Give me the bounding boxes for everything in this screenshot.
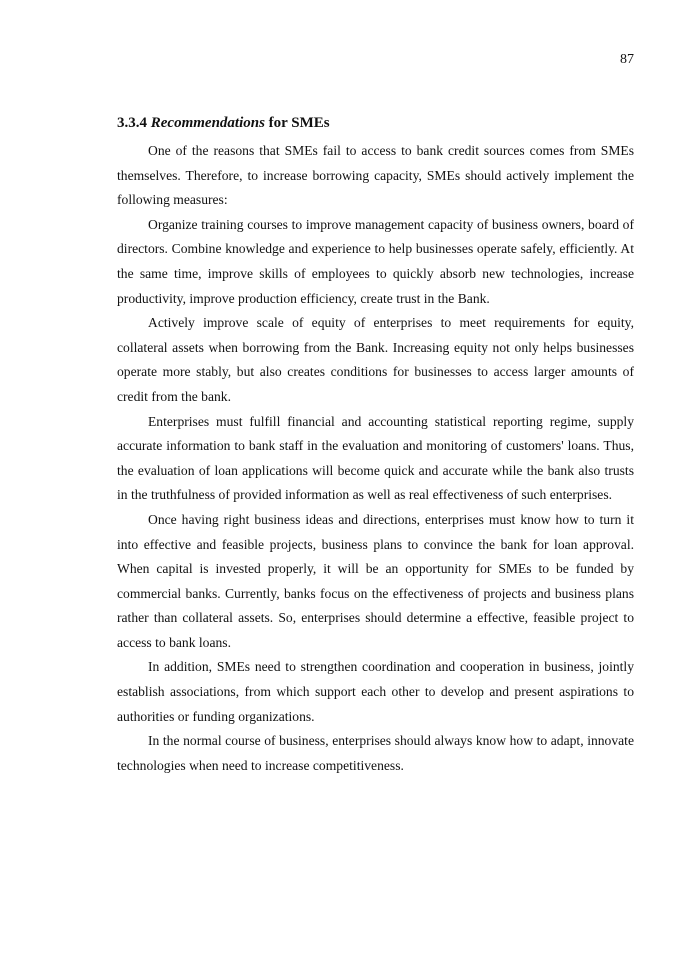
paragraph-intro: One of the reasons that SMEs fail to access to bank credit sources comes from SMEs themselves. Therefore, to increase borrowing capacity, SMEs should actively implement the following measures:	[117, 143, 634, 208]
page-content	[117, 113, 634, 778]
paragraph-training: Organize training courses to improve management capacity of business owners, board of directors. Combine knowledge and experience to help businesses operate safely, efficiently. At the same time, improve skills of employees to quickly absorb new technologies, increase productivity, improve production efficiency, create trust in the Bank.	[117, 216, 634, 306]
section-number: 3.3.4	[117, 115, 147, 131]
paragraph-innovation: In the normal course of business, enterprises should always know how to adapt, innovate technologies when need to increase competitiveness.	[117, 733, 634, 773]
paragraph-cooperation: In addition, SMEs need to strengthen coordination and cooperation in business, jointly establish associations, from which support each other to develop and present aspirations to authorities or funding organizations.	[117, 659, 634, 724]
page-number: 87	[620, 52, 634, 67]
section-title-rest: for SMEs	[268, 115, 330, 131]
section-title-emphasis: Recommendations	[150, 115, 265, 131]
paragraph-projects: Once having right business ideas and directions, enterprises must know how to turn it into effective and feasible projects, business plans to convince the bank for loan approval. When capital is invested properly, it will be an opportunity for SMEs to be funded by commercial banks. Currently, banks focus on the effectiveness of projects and business plans rather than collateral assets. So, enterprises should determine a effective, feasible project to access to bank loans.	[117, 511, 634, 650]
section-heading	[117, 113, 634, 133]
paragraph-equity: Actively improve scale of equity of enterprises to meet requirements for equity, collateral assets when borrowing from the Bank. Increasing equity not only helps businesses operate more stably, but also creates conditions for businesses to access larger amounts of credit from the bank.	[117, 315, 634, 404]
paragraph-reporting: Enterprises must fulfill financial and accounting statistical reporting regime, supply accurate information to bank staff in the evaluation and monitoring of customers' loans. Thus, the evaluation of loan applications will become quick and accurate while the bank also trusts in the truthfulness of provided information as well as real effectiveness of such enterprises.	[117, 413, 634, 503]
